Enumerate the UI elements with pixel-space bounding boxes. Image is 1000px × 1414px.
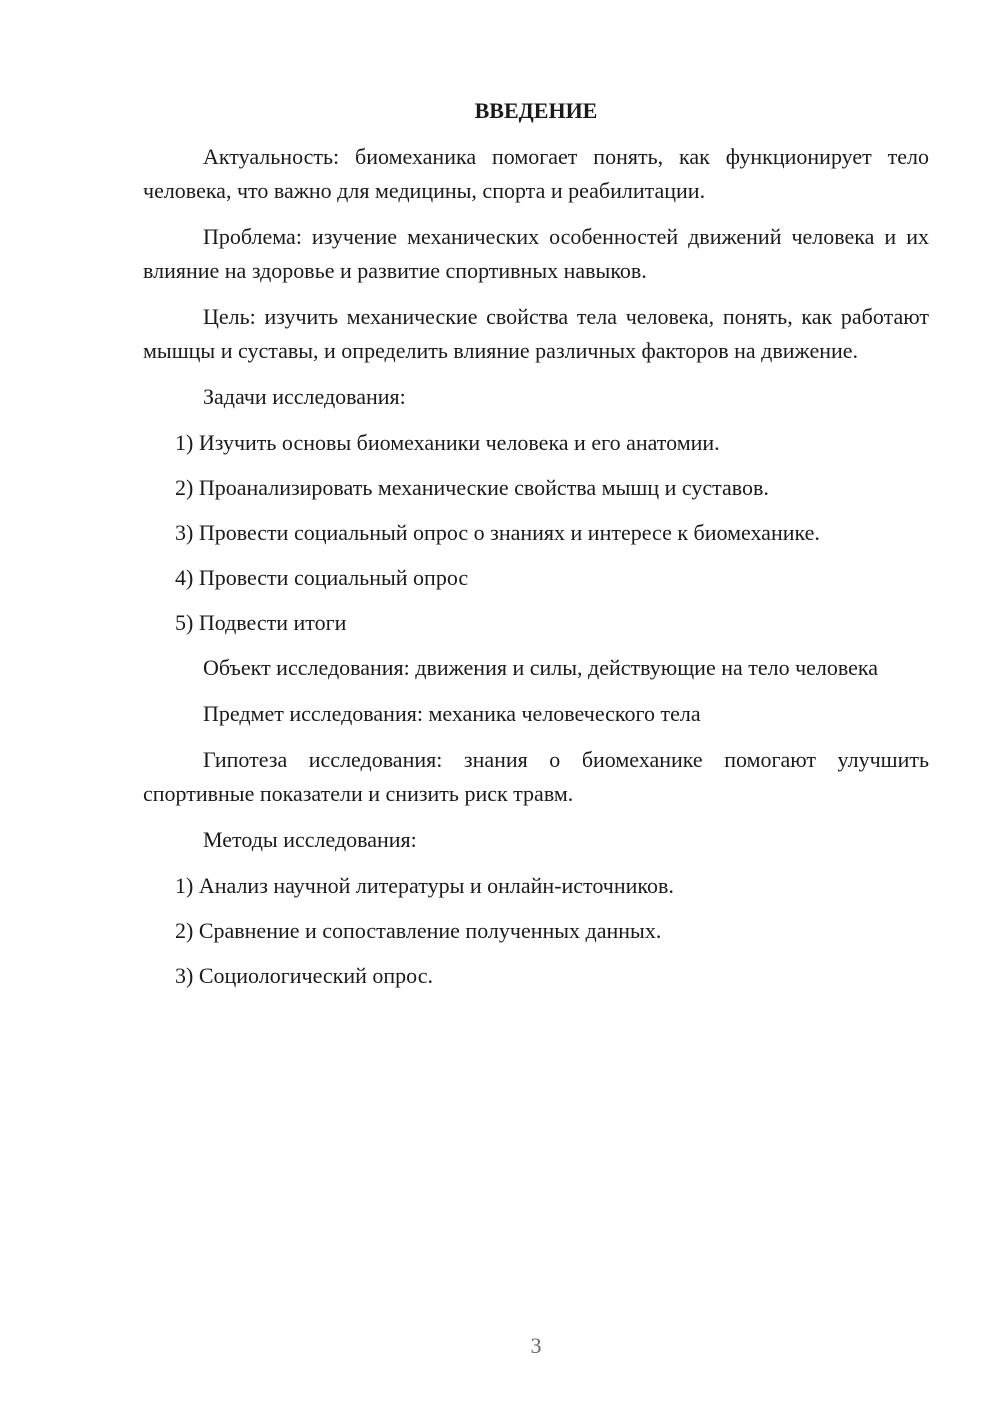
task-item-4: 4) Провести социальный опрос xyxy=(175,565,469,590)
method-item-3: 3) Социологический опрос. xyxy=(175,963,433,988)
subject-paragraph: Предмет исследования: механика человеческого тела xyxy=(203,701,701,726)
method-item-2: 2) Сравнение и сопоставление полученных данных. xyxy=(175,918,662,943)
methods-heading: Методы исследования: xyxy=(203,827,417,852)
method-item-1: 1) Анализ научной литературы и онлайн-источников. xyxy=(175,873,674,898)
relevance-paragraph: Актуальность: биомеханика помогает понять, как функционирует тело человека, что важно для медицины, спорта и реабилитации. xyxy=(143,144,929,203)
task-item-3: 3) Провести социальный опрос о знаниях и интересе к биомеханике. xyxy=(175,520,820,545)
task-item-2: 2) Проанализировать механические свойства мышц и суставов. xyxy=(175,475,769,500)
methods-list xyxy=(143,869,929,993)
hypothesis-paragraph: Гипотеза исследования: знания о биомеханике помогают улучшить спортивные показатели и снизить риск травм. xyxy=(143,747,929,806)
page-number: 3 xyxy=(530,1333,542,1358)
tasks-heading: Задачи исследования: xyxy=(203,384,406,409)
tasks-list xyxy=(143,426,929,640)
section-title: ВВЕДЕНИЕ xyxy=(474,98,598,123)
goal-paragraph: Цель: изучить механические свойства тела человека, понять, как работают мышцы и суставы, и определить влияние различных факторов на движение. xyxy=(143,304,929,363)
task-item-1: 1) Изучить основы биомеханики человека и его анатомии. xyxy=(175,430,720,455)
task-item-5: 5) Подвести итоги xyxy=(175,610,347,635)
page-content xyxy=(143,94,929,1004)
object-paragraph: Объект исследования: движения и силы, действующие на тело человека xyxy=(203,655,879,680)
problem-paragraph: Проблема: изучение механических особенностей движений человека и их влияние на здоровье и развитие спортивных навыков. xyxy=(143,224,929,283)
